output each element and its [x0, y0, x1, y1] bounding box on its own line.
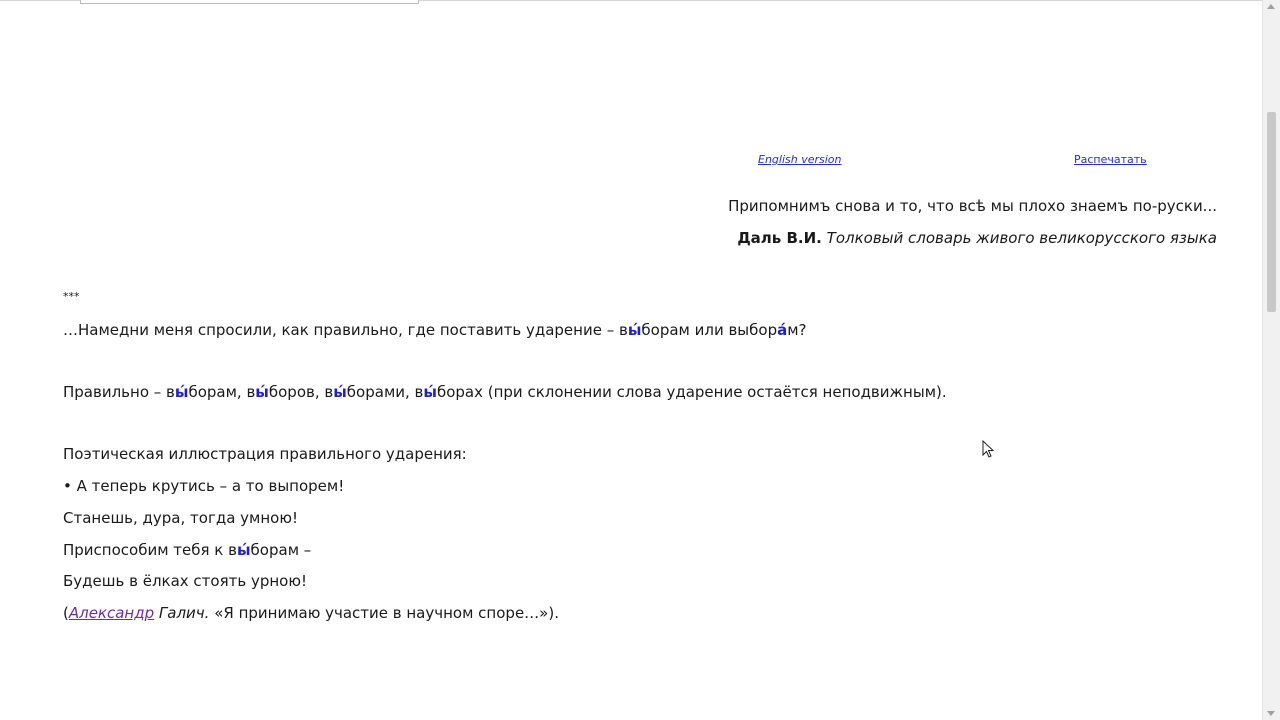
poem-line [63, 541, 311, 559]
author-link[interactable]: Александр [68, 604, 155, 622]
stress-mark: ы́ [423, 383, 437, 401]
mouse-pointer-icon [982, 440, 996, 460]
poem-line: Станешь, дура, тогда умною! [63, 509, 298, 527]
work-title: «Я принимаю участие в научном споре…»). [209, 604, 559, 622]
scroll-thumb[interactable] [1267, 112, 1276, 312]
answer-text: борам, в [188, 383, 256, 401]
answer-text: боров, в [268, 383, 334, 401]
poem-text: борам – [250, 541, 312, 559]
question-paragraph [63, 321, 807, 339]
stress-mark: ы́ [174, 383, 189, 401]
top-tab-edge [80, 0, 419, 4]
stress-mark: ы́ [236, 541, 251, 559]
stress-mark: а́ [777, 321, 788, 339]
epigraph-book: Толковый словарь живого великорусского языка [826, 229, 1217, 247]
print-link[interactable]: Распечатать [1074, 153, 1147, 166]
separator: *** [63, 290, 80, 303]
stress-mark: ы́ [627, 321, 642, 339]
answer-paragraph [63, 383, 947, 401]
epigraph-quote: Припомнимъ снова и то, что всѣ мы плохо знаемъ по-руски... [728, 197, 1217, 215]
poem-intro: Поэтическая иллюстрация правильного ударения: [63, 445, 467, 463]
question-text: …Намедни меня спросили, как правильно, где поставить ударение – в [63, 321, 628, 339]
scroll-up-arrow-icon[interactable] [1267, 4, 1275, 9]
epigraph-source [737, 229, 1217, 247]
stress-mark: ы́ [333, 383, 347, 401]
stress-mark: ы́ [255, 383, 269, 401]
epigraph-author: Даль В.И. [737, 229, 822, 247]
scroll-down-arrow-icon[interactable] [1267, 711, 1275, 716]
poem-text: Приспособим тебя к в [63, 541, 237, 559]
citation-paren: ( [63, 604, 69, 622]
citation [63, 604, 559, 622]
question-text: м? [787, 321, 807, 339]
vertical-scrollbar[interactable] [1262, 0, 1280, 720]
answer-text: борами, в [346, 383, 424, 401]
author-surname: Галич. [154, 604, 210, 622]
question-text: борам или выбор [641, 321, 778, 339]
english-version-link[interactable]: English version [758, 153, 842, 166]
poem-line: Будешь в ёлках стоять урною! [63, 572, 307, 590]
answer-text: борах (при склонении слова ударение остаётся неподвижным). [436, 383, 947, 401]
poem-line: • А теперь крутись – а то выпорем! [63, 477, 345, 495]
answer-text: Правильно – в [63, 383, 175, 401]
